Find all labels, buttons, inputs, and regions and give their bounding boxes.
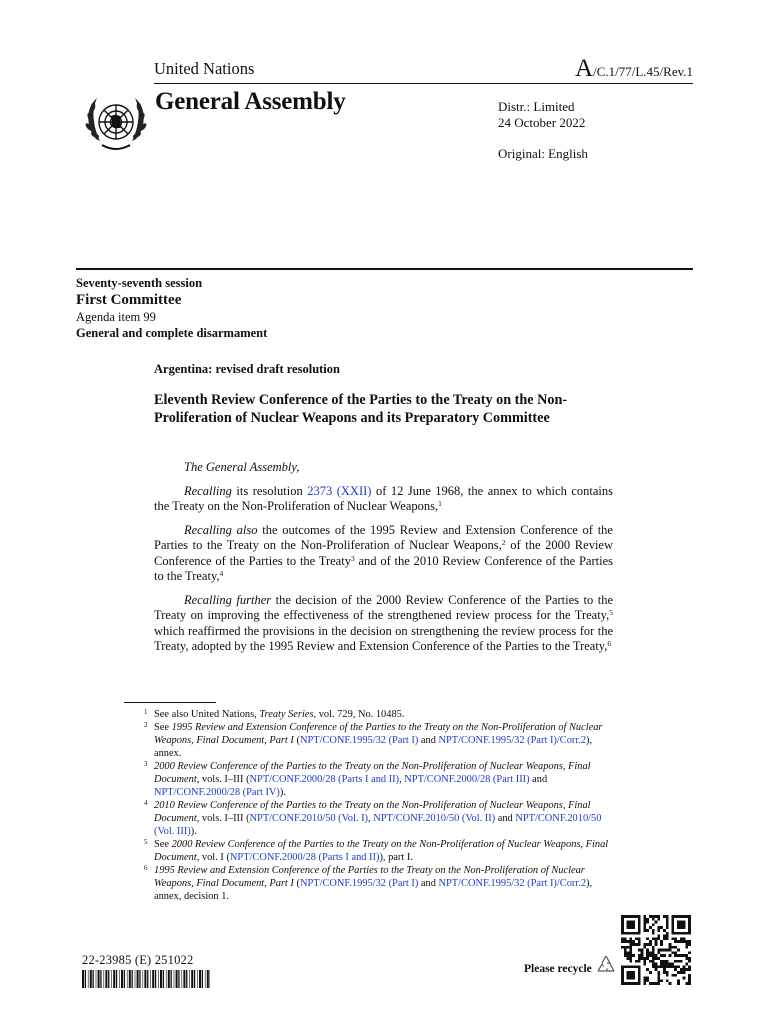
document-link[interactable]: NPT/CONF.2000/28 (Parts I and II) [229,852,380,863]
organization-name: United Nations [154,59,255,78]
resolution-title: Eleventh Review Conference of the Parties to the Treaty on the Non-Proliferation of Nuclear Weapons and its Preparatory Committee [154,392,568,426]
document-link[interactable]: NPT/CONF.2000/28 (Part III) [404,774,530,785]
committee-name: First Committee [76,291,182,308]
document-link[interactable]: NPT/CONF.1995/32 (Part I)/Corr.2 [438,878,587,889]
recycle-label: Please recycle [524,963,592,975]
session-rule [76,268,693,270]
document-number: 22-23985 (E) 251022 [82,953,194,967]
resolution-link[interactable]: 2373 (XXII) [307,483,372,498]
footnote-ref[interactable]: 1 [438,499,442,508]
session-name: Seventy-seventh session [76,276,203,290]
preamble-paragraph-3: Recalling further the decision of the 2000 Review Conference of the Parties to the Treaty on improving the effectiveness of the strengthened review process for the Treaty,$^5$ which reaffirmed the provisions in the decision on strengthening the review process for the Treaty, adopted by the 1995 Review and Extension Conference of the Parties to the Treaty,$^6$ [154,592,613,653]
agenda-title: General and complete disarmament [76,326,268,340]
footnote-3: 3 2000 Review Conference of the Parties to the Treaty on the Non-Proliferation of Nuclear Weapons, Final Document, vols. I–III (NPT/CONF.2000/28 (Parts I and II), NPT/CONF.2000/28 (Part III) and NPT/CONF.2000/28 (Part IV)). [144,760,591,798]
distribution-block [498,99,588,162]
footnote-ref[interactable]: 6 [607,639,612,648]
header-rule [154,83,693,84]
document-link[interactable]: NPT/CONF.2010/50 (Vol. I) [249,813,369,824]
barcode-icon [82,970,210,988]
symbol-letter: A [575,55,594,82]
distribution: Distr.: Limited [498,99,575,114]
footnote-4: 4 2010 Review Conference of the Parties to the Treaty on the Non-Proliferation of Nuclear Weapons, Final Document, vols. I–III (NPT/CONF.2010/50 (Vol. I), NPT/CONF.2010/50 (Vol. II) and NPT/CONF.2010/50 (Vol. III)). [144,799,602,837]
preamble-paragraph-2: Recalling also the outcomes of the 1995 Review and Extension Conference of the Parties to the Treaty on the Non-Proliferation of Nuclear Weapons,$^2$ of the 2000 Review Conference of the Parties to the Treaty$^3$ and of the 2010 Review Conference of the Parties to the Treaty,$^4$ [154,522,613,583]
footnote-ref[interactable]: 2 [501,538,506,547]
un-emblem-icon [78,89,154,155]
document-link[interactable]: NPT/CONF.2010/50 (Vol. II) [373,813,496,824]
footnote-1: 1 See also United Nations, Treaty Series, vol. 729, No. 10485. [144,708,405,720]
footnote-ref[interactable]: 3 [350,553,355,563]
document-link[interactable]: NPT/CONF.2010/50 (Vol. III) [154,813,602,837]
recycle-icon [594,953,618,977]
footnote-ref[interactable]: 5 [609,608,613,617]
agenda-item: Agenda item 99 [76,309,156,324]
footnote-5: 5 See 2000 Review Conference of the Parties to the Treaty on the Non-Proliferation of Nuclear Weapons, Final Document, vol. I (NPT/CONF.2000/28 (Parts I and II)), part I. [144,838,609,863]
preamble-opening: The General Assembly, [184,460,300,474]
footnote-6: 6 1995 Review and Extension Conference of the Parties to the Treaty on the Non-Proliferation of Nuclear Weapons, Final Document, Part I (NPT/CONF.1995/32 (Part I) and NPT/CONF.1995/32 (Part I)/Corr.2), annex, decision 1. [144,864,593,902]
original-language: Original: English [498,146,588,161]
sponsor-line: Argentina: revised draft resolution [154,362,340,376]
symbol-rest: /C.1/77/L.45/Rev.1 [593,64,693,79]
document-link[interactable]: NPT/CONF.2000/28 (Part IV) [154,787,280,798]
document-link[interactable]: NPT/CONF.2000/28 (Parts I and II) [249,774,400,785]
footnote-ref[interactable]: 4 [219,569,224,578]
footnote-2: 2 See 1995 Review and Extension Conference of the Parties to the Treaty on the Non-Proliferation of Nuclear Weapons, Final Document, Part I (NPT/CONF.1995/32 (Part I) and NPT/CONF.1995/32 (Part I)/Corr.2), annex. [144,721,603,759]
document-link[interactable]: NPT/CONF.1995/32 (Part I)/Corr.2 [438,735,587,746]
session-block [76,275,267,342]
qr-code-icon [621,915,691,985]
document-link[interactable]: NPT/CONF.1995/32 (Part I) [299,878,419,889]
resolution-body [154,460,613,663]
preamble-paragraph-1: Recalling its resolution 2373 (XXII) of 12 June 1968, the annex to which contains the Treaty on the Non-Proliferation of Nuclear Weapons,$^1$ [154,483,613,513]
footnote-rule [124,702,216,703]
document-link[interactable]: NPT/CONF.1995/32 (Part I) [299,735,419,746]
issue-date: 24 October 2022 [498,115,586,130]
footnotes [140,708,614,903]
document-symbol [575,55,693,83]
body-name: General Assembly [155,88,346,115]
